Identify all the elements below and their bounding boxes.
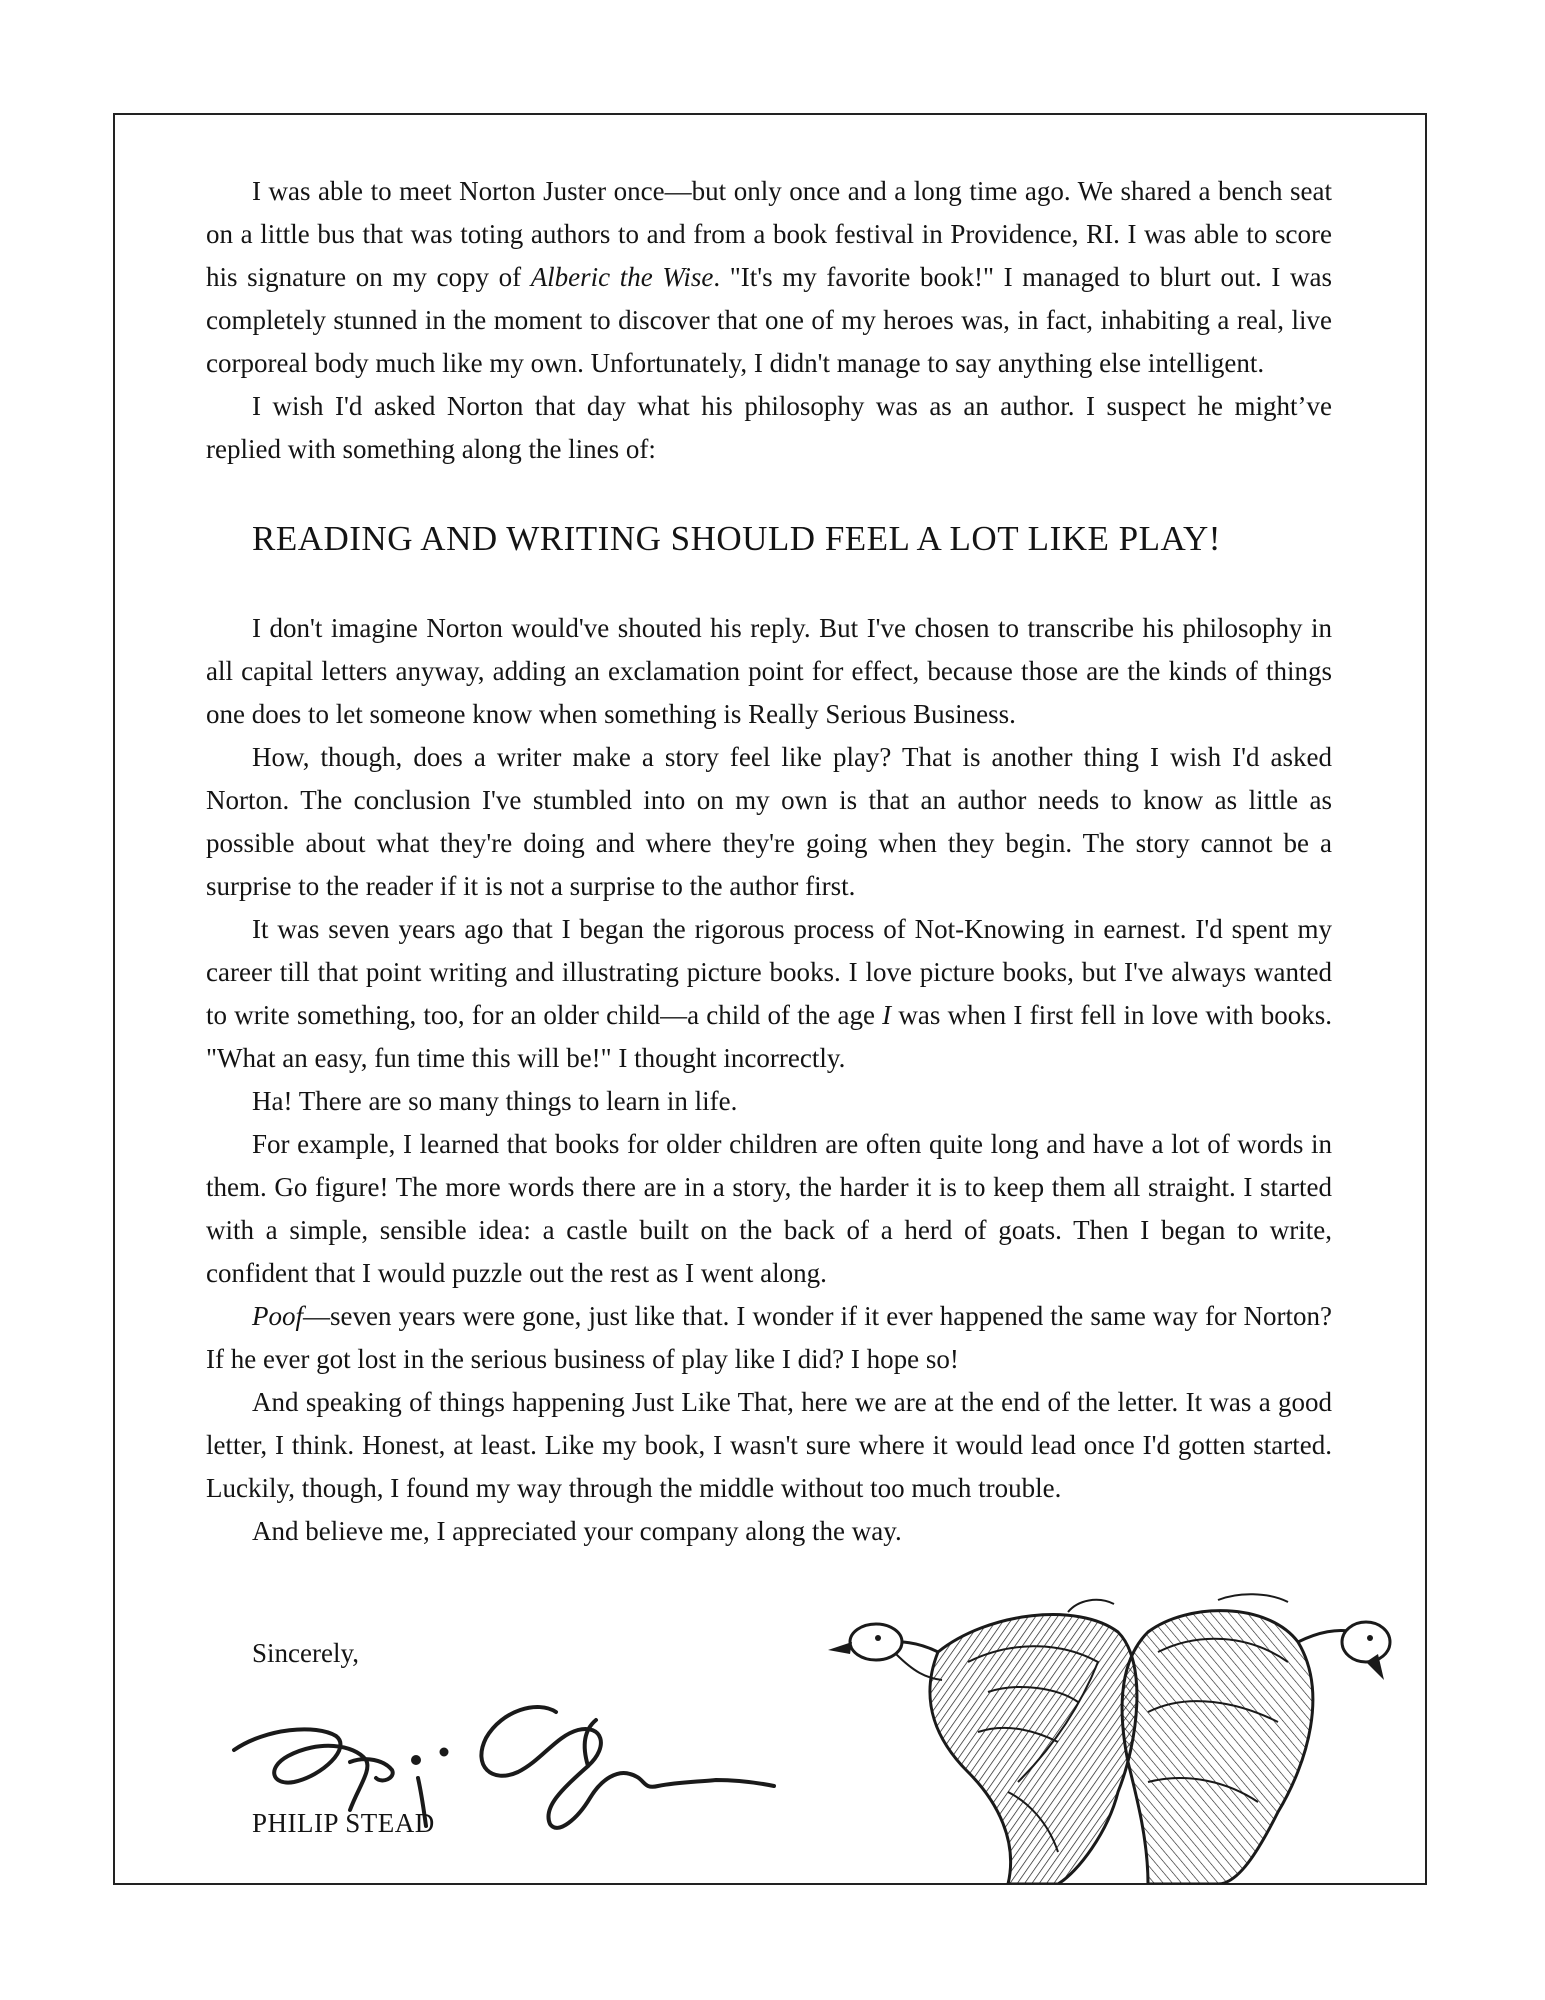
philosophy-heading: READING AND WRITING SHOULD FEEL A LOT LIKE PLAY!: [252, 519, 1221, 558]
paragraph-6: Ha! There are so many things to learn in life.: [252, 1086, 738, 1116]
paragraph-9: And speaking of things happening Just Like That, here we are at the end of the letter. It was a good letter, I think. Honest, at least. Like my book, I wasn't sure where it would lead once I'd gotten started. Luckily, though, I found my way through the middle without too much trouble.: [206, 1387, 1332, 1503]
paragraph-5-text: It was seven years ago that I began the rigorous process of Not-Knowing in earnest. I'd spent my career till that point writing and illustrating picture books. I love picture books, but I've always wanted to write something, too, for an older child—a child of the age: [206, 914, 1332, 1030]
paragraph-5-text-end: was when I first fell in love with books. "What an easy, fun time this will be!" I thought incorrectly.: [206, 1000, 1332, 1073]
emphasis-poof: Poof: [252, 1301, 303, 1331]
vultures-illustration-icon: [818, 1592, 1398, 1884]
paragraph-8: [206, 1295, 1332, 1381]
letter-body: [206, 170, 1332, 1553]
paragraph-8-text: —seven years were gone, just like that. I wonder if it ever happened the same way for Norton? If he ever got lost in the serious business of play like I did? I hope so!: [206, 1301, 1332, 1374]
paragraph-5: [206, 908, 1332, 1080]
paragraph-2: I wish I'd asked Norton that day what his philosophy was as an author. I suspect he might’ve replied with something along the lines of:: [206, 391, 1332, 464]
paragraph-1: [206, 170, 1332, 385]
closing-salutation: Sincerely,: [252, 1638, 359, 1668]
emphasis-i: I: [882, 1000, 892, 1030]
paragraph-3: I don't imagine Norton would've shouted his reply. But I've chosen to transcribe his philosophy in all capital letters anyway, adding an exclamation point for effect, because those are the kinds of things one does to let someone know when something is Really Serious Business.: [206, 613, 1332, 729]
book-title: Alberic the Wise: [530, 262, 714, 292]
paragraph-1-text: I was able to meet Norton Juster once—but only once and a long time ago. We shared a bench seat on a little bus that was toting authors to and from a book festival in Providence, RI. I was able to score his signature on my copy of: [206, 176, 1332, 292]
paragraph-4: How, though, does a writer make a story feel like play? That is another thing I wish I'd asked Norton. The conclusion I've stumbled into on my own is that an author needs to know as little as possible about what they're doing and where they're going when they begin. The story cannot be a surprise to the reader if it is not a surprise to the author first.: [206, 742, 1332, 901]
paragraph-10: And believe me, I appreciated your company along the way.: [252, 1516, 902, 1546]
author-name: PHILIP STEAD: [252, 1808, 435, 1838]
paragraph-1-text-end: . "It's my favorite book!" I managed to blurt out. I was completely stunned in the moment to discover that one of my heroes was, in fact, inhabiting a real, live corporeal body much like my own. Unfortunately, I didn't manage to say anything else intelligent.: [206, 262, 1332, 378]
paragraph-7: For example, I learned that books for older children are often quite long and have a lot of words in them. Go figure! The more words there are in a story, the harder it is to keep them all straight. I started with a simple, sensible idea: a castle built on the back of a herd of goats. Then I began to write, confident that I would puzzle out the rest as I went along.: [206, 1129, 1332, 1288]
